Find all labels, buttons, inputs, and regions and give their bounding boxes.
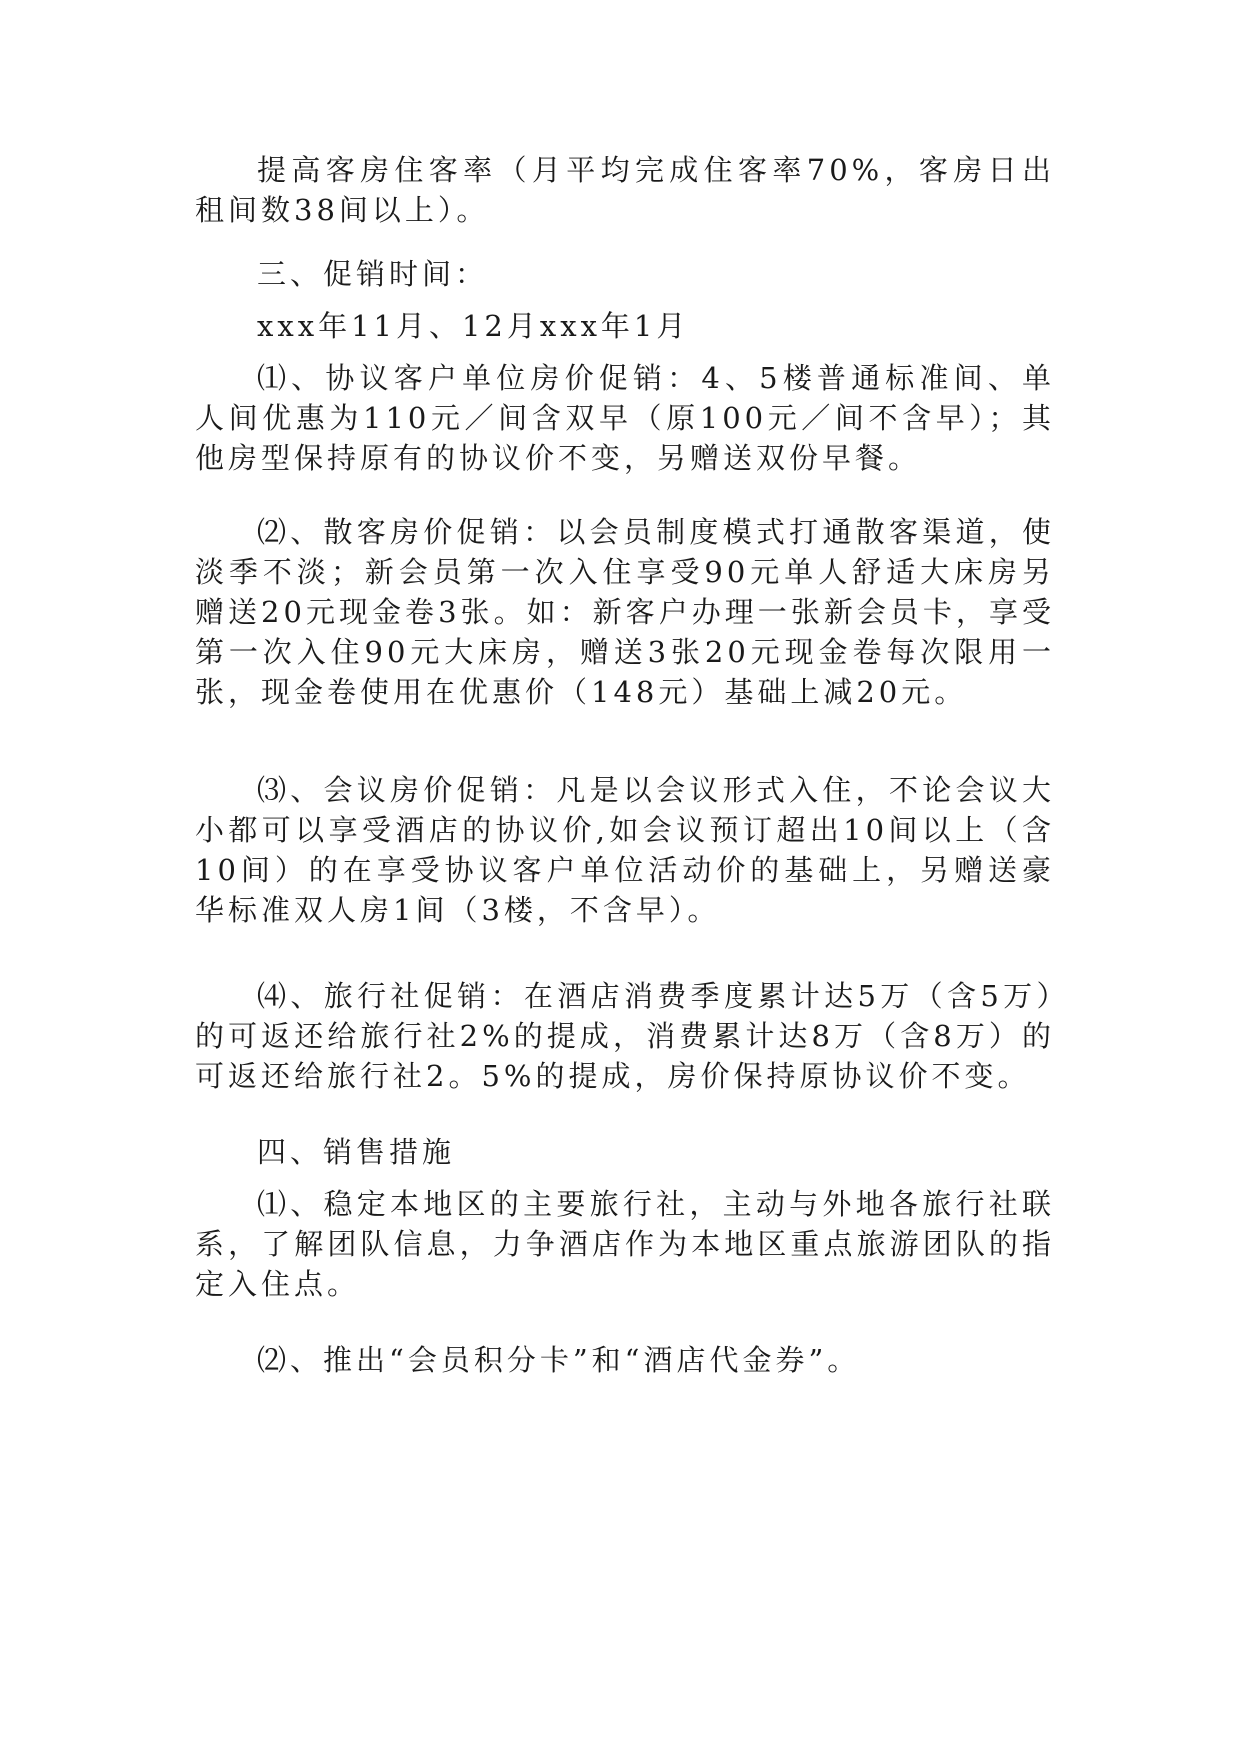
paragraph-travel-agency-measure: ⑴、稳定本地区的主要旅行社，主动与外地各旅行社联系，了解团队信息，力争酒店作为本地区重点旅游团队的指定入住点。 bbox=[195, 1187, 1055, 1301]
section-heading-sales-measures: 四、销售措施 bbox=[257, 1135, 456, 1169]
paragraph-occupancy-goal: 提高客房住客率（月平均完成住客率70%，客房日出租间数38间以上）。 bbox=[195, 153, 1055, 227]
paragraph-membership-card-measure: ⑵、推出“会员积分卡”和“酒店代金券”。 bbox=[257, 1343, 861, 1377]
paragraph-meeting-room-promotion: ⑶、会议房价促销：凡是以会议形式入住，不论会议大小都可以享受酒店的协议价,如会议预订超出10间以上（含10间）的在享受协议客户单位活动价的基础上，另赠送豪华标准双人房1间（3楼，不含早）。 bbox=[195, 773, 1055, 927]
paragraph-walk-in-guest-promotion: ⑵、散客房价促销：以会员制度模式打通散客渠道，使淡季不淡；新会员第一次入住享受90元单人舒适大床房另赠送20元现金卷3张。如：新客户办理一张新会员卡，享受第一次入住90元大床房，赠送3张20元现金卷每次限用一张，现金卷使用在优惠价（148元）基础上减20元。 bbox=[195, 515, 1055, 709]
paragraph-travel-agency-promotion: ⑷、旅行社促销：在酒店消费季度累计达5万（含5万）的可返还给旅行社2%的提成，消费累计达8万（含8万）的可返还给旅行社2。5%的提成，房价保持原协议价不变。 bbox=[195, 979, 1055, 1093]
paragraph-promotion-period: xxx年11月、12月xxx年1月 bbox=[257, 309, 690, 343]
paragraph-agreement-client-promotion: ⑴、协议客户单位房价促销：4、5楼普通标准间、单人间优惠为110元／间含双早（原100元／间不含早）；其他房型保持原有的协议价不变，另赠送双份早餐。 bbox=[195, 361, 1055, 475]
section-heading-promotion-time: 三、促销时间： bbox=[257, 257, 489, 291]
